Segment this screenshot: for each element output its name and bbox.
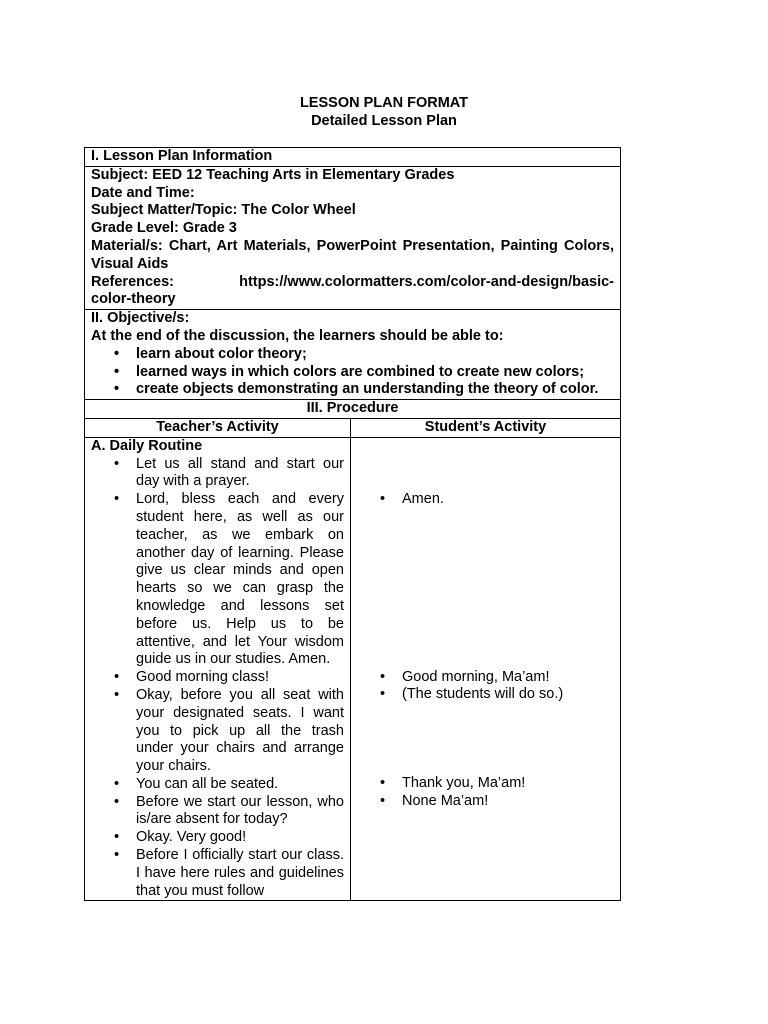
student-item: • Good morning, Ma’am! bbox=[402, 669, 614, 687]
references-url[interactable]: https://www.colormatters.com/color-and-design/basic- bbox=[239, 273, 614, 290]
student-activity-list-3 bbox=[357, 775, 614, 811]
section-3-heading: III. Procedure bbox=[85, 400, 621, 419]
student-activity-list-2 bbox=[357, 669, 614, 705]
student-activity-cell bbox=[351, 437, 621, 901]
student-item: • Amen. bbox=[402, 491, 614, 509]
section-2-intro: At the end of the discussion, the learners should be able to: bbox=[91, 327, 504, 344]
teacher-item: • Good morning class! bbox=[136, 669, 344, 687]
materials-line: Material/s: Chart, Art Materials, PowerPoint Presentation, Painting Colors, Visual Aids bbox=[91, 237, 614, 272]
teacher-item: • Okay, before you all seat with your designated seats. I want you to pick up all the trash under your chairs and arrange your chairs. bbox=[136, 687, 344, 776]
section-2-row bbox=[85, 310, 621, 400]
teacher-activity-header: Teacher’s Activity bbox=[85, 418, 351, 437]
teacher-item: • Let us all stand and start our day with a prayer. bbox=[136, 456, 344, 492]
document-subtitle: Detailed Lesson Plan bbox=[311, 113, 457, 129]
teacher-item: • Okay. Very good! bbox=[136, 829, 344, 847]
objectives-list bbox=[91, 346, 614, 399]
objective-item: • learn about color theory; bbox=[136, 346, 614, 364]
references-url-cont[interactable]: color-theory bbox=[91, 291, 176, 308]
teacher-item: • Before I officially start our class. I have here rules and guidelines that you must follow bbox=[136, 847, 344, 900]
section-1-heading: I. Lesson Plan Information bbox=[85, 148, 621, 167]
date-time-line: Date and Time: bbox=[91, 184, 195, 201]
references-line bbox=[91, 274, 614, 292]
section-2-heading: II. Objective/s: bbox=[91, 310, 190, 327]
section-2-body bbox=[85, 310, 621, 400]
teacher-item: • Before we start our lesson, who is/are absent for today? bbox=[136, 794, 344, 830]
student-item: • None Ma’am! bbox=[402, 793, 614, 811]
student-item: • (The students will do so.) bbox=[402, 686, 614, 704]
activity-header-row bbox=[85, 418, 621, 437]
student-activity-header: Student’s Activity bbox=[351, 418, 621, 437]
section-1-body bbox=[85, 166, 621, 309]
document-title: LESSON PLAN FORMAT bbox=[299, 95, 469, 111]
teacher-activity-cell bbox=[85, 437, 351, 901]
section-1-heading-row bbox=[85, 148, 621, 167]
topic-line: Subject Matter/Topic: The Color Wheel bbox=[91, 202, 356, 219]
student-item: • Thank you, Ma’am! bbox=[402, 775, 614, 793]
grade-line: Grade Level: Grade 3 bbox=[91, 220, 237, 237]
section-3-heading-row bbox=[85, 400, 621, 419]
lesson-plan-table bbox=[84, 147, 621, 901]
objective-item: • create objects demonstrating an understanding the theory of color. bbox=[136, 381, 614, 399]
activity-row bbox=[85, 437, 621, 901]
teacher-activity-list bbox=[91, 456, 344, 901]
section-1-body-row bbox=[85, 166, 621, 309]
references-label: References: bbox=[91, 273, 175, 290]
student-activity-list-1 bbox=[357, 491, 614, 509]
objective-item: • learned ways in which colors are combined to create new colors; bbox=[136, 364, 614, 382]
subject-line: Subject: EED 12 Teaching Arts in Elementary Grades bbox=[91, 166, 455, 183]
teacher-item: • You can all be seated. bbox=[136, 776, 344, 794]
teacher-item: • Lord, bless each and every student here, as well as our teacher, as we embark on another day of learning. Please give us clear minds and open hearts so we can grasp the knowledge and lessons set before us. Help us to be attentive, and let Your wisdom guide us in our studies. Amen. bbox=[136, 491, 344, 669]
document-header bbox=[0, 94, 768, 130]
daily-routine-heading: A. Daily Routine bbox=[91, 437, 203, 454]
